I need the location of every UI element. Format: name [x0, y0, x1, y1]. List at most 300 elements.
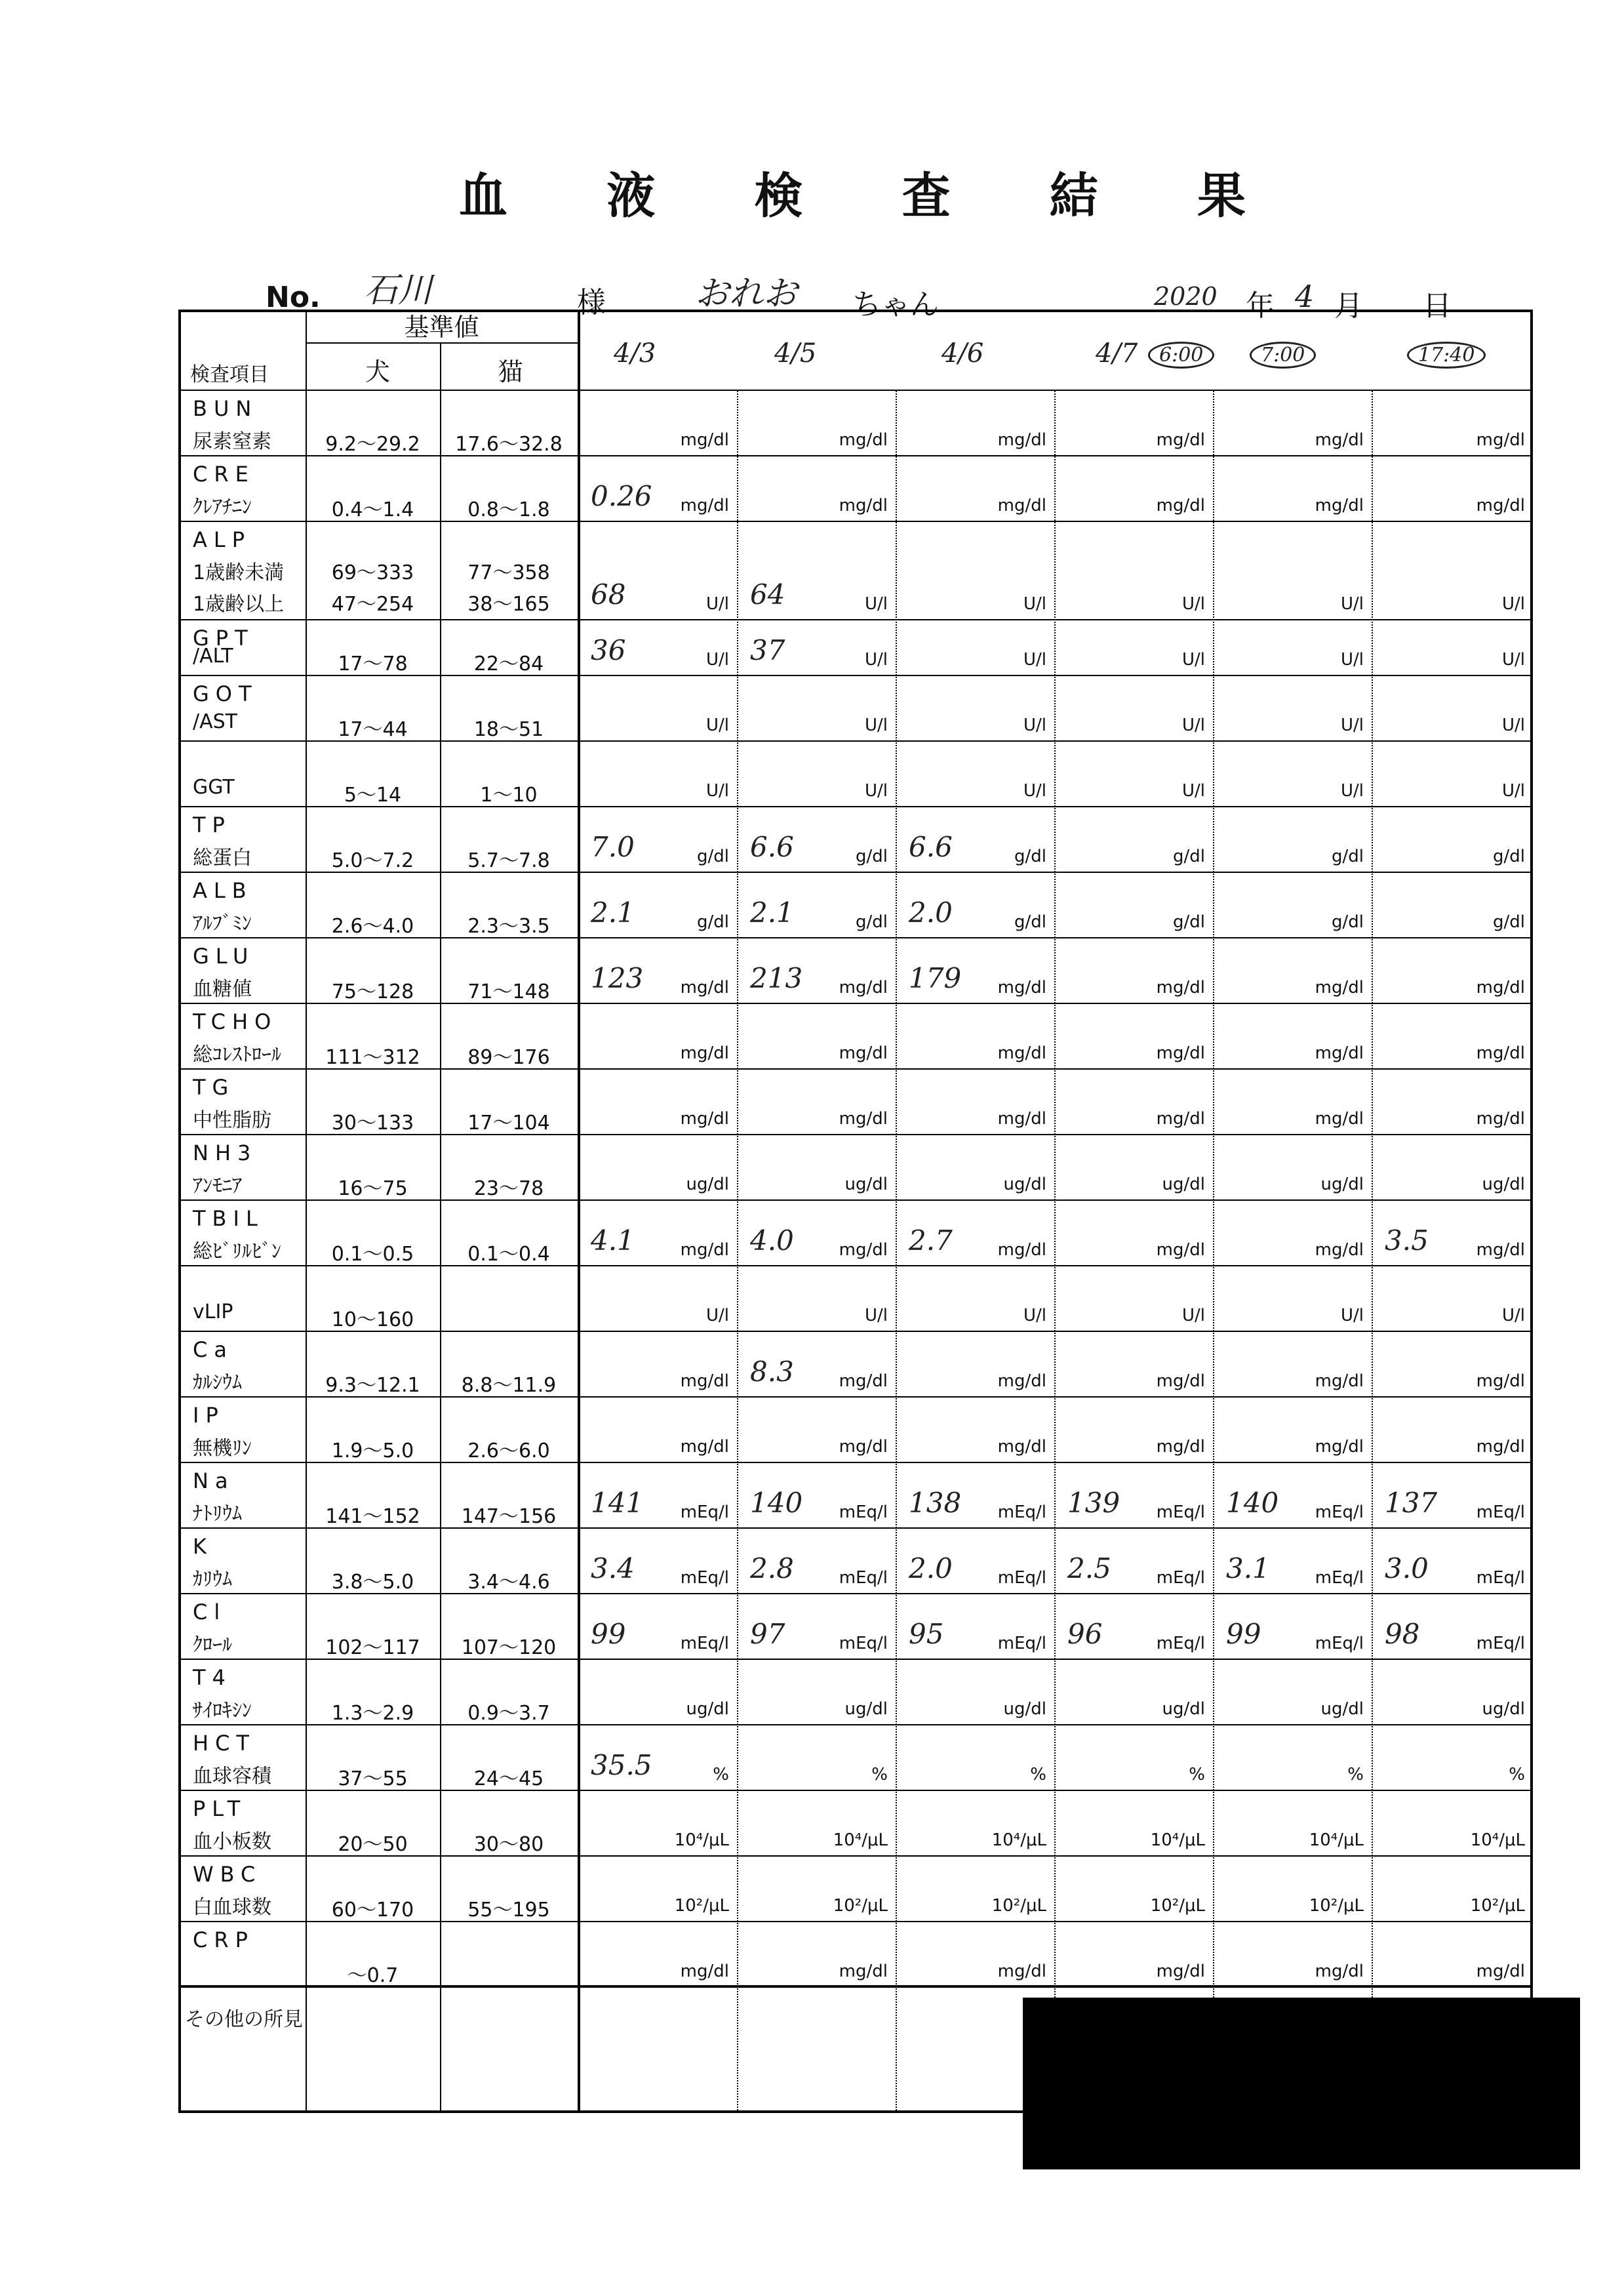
- item-code: GOT: [193, 681, 258, 706]
- table-row: [181, 1922, 1530, 1988]
- unit-label: U/l: [1340, 650, 1364, 670]
- result-value: 2.0: [909, 896, 953, 929]
- time-col-4-circle: 6:00: [1148, 342, 1214, 369]
- unit-label: 10⁴/μL: [833, 1830, 888, 1850]
- unit-label: mEq/l: [1156, 1502, 1205, 1522]
- item-name: 血糖値: [193, 978, 252, 1001]
- result-value: 140: [750, 1487, 803, 1519]
- col-divider: [306, 312, 307, 2110]
- item-code: WBC: [193, 1862, 262, 1887]
- unit-label: mg/dl: [839, 430, 888, 450]
- result-value: 6.6: [750, 831, 794, 863]
- cat-reference: 107〜120: [461, 1636, 557, 1659]
- cat-reference: 8.8〜11.9: [461, 1374, 557, 1397]
- unit-label: g/dl: [1493, 847, 1525, 866]
- unit-label: mg/dl: [1315, 1962, 1364, 1981]
- unit-label: ug/dl: [1320, 1699, 1364, 1719]
- unit-label: mg/dl: [1476, 1109, 1525, 1129]
- result-value: 137: [1385, 1487, 1438, 1519]
- unit-label: U/l: [1340, 781, 1364, 801]
- item-code: TCHO: [193, 1009, 278, 1034]
- result-value: 95: [909, 1618, 944, 1650]
- unit-label: g/dl: [1173, 847, 1205, 866]
- unit-label: mg/dl: [680, 1962, 729, 1981]
- item-name: 尿素窒素: [193, 430, 271, 453]
- item-code: GPT: [193, 626, 254, 651]
- item-code: CRE: [193, 462, 255, 487]
- item-code: PLT: [193, 1796, 247, 1821]
- table-row: [181, 1135, 1530, 1201]
- unit-label: U/l: [1181, 781, 1205, 801]
- unit-label: g/dl: [1173, 912, 1205, 932]
- table-row: [181, 873, 1530, 938]
- table-row: [181, 456, 1530, 522]
- month-label: 月: [1334, 289, 1363, 323]
- unit-label: U/l: [1181, 715, 1205, 735]
- unit-label: mg/dl: [1156, 1437, 1205, 1457]
- cat-reference: 24〜45: [473, 1767, 544, 1790]
- item-name: 総ﾋﾞﾘﾙﾋﾞﾝ: [193, 1240, 281, 1263]
- result-value: 2.0: [909, 1552, 953, 1584]
- unit-label: U/l: [864, 1306, 888, 1325]
- unit-label: 10²/μL: [991, 1896, 1046, 1916]
- cat-reference: 2.3〜3.5: [467, 915, 550, 938]
- unit-label: %: [1030, 1765, 1046, 1784]
- item-name: ｱﾙﾌﾞﾐﾝ: [193, 912, 252, 935]
- result-value: 3.4: [591, 1552, 635, 1584]
- item-name: ｻｲﾛｷｼﾝ: [193, 1699, 252, 1722]
- unit-label: g/dl: [1493, 912, 1525, 932]
- unit-label: U/l: [1501, 594, 1525, 614]
- item-name: 無機ﾘﾝ: [193, 1437, 252, 1460]
- table-row: [181, 1070, 1530, 1135]
- unit-label: mEq/l: [997, 1568, 1046, 1588]
- result-value: 4.1: [591, 1224, 635, 1257]
- unit-label: mEq/l: [1315, 1634, 1364, 1653]
- unit-label: mg/dl: [680, 978, 729, 997]
- unit-label: mg/dl: [680, 496, 729, 515]
- unit-label: mg/dl: [680, 1240, 729, 1260]
- result-value: 96: [1067, 1618, 1103, 1650]
- dog-reference: 30〜133: [331, 1112, 414, 1135]
- item-name: vLIP: [193, 1300, 233, 1323]
- patient-surname: 石川: [364, 271, 433, 310]
- item-name: /ALT: [193, 645, 233, 668]
- item-name: 血小板数: [193, 1830, 271, 1853]
- result-value: 99: [591, 1618, 626, 1650]
- table-row: [181, 1201, 1530, 1266]
- table-row: [181, 1398, 1530, 1463]
- unit-label: mEq/l: [680, 1568, 729, 1588]
- unit-label: mg/dl: [1156, 1371, 1205, 1391]
- unit-label: mEq/l: [680, 1502, 729, 1522]
- title-char: 血: [459, 168, 507, 224]
- col-divider: [896, 391, 897, 2110]
- cat-reference: 22〜84: [473, 653, 544, 675]
- unit-label: mg/dl: [997, 978, 1046, 997]
- item-name: 総蛋白: [193, 847, 252, 870]
- dog-reference: 0.4〜1.4: [331, 498, 414, 521]
- cat-reference: 18〜51: [473, 718, 544, 741]
- item-code: Na: [193, 1468, 235, 1493]
- unit-label: g/dl: [1332, 912, 1364, 932]
- unit-label: mEq/l: [1476, 1634, 1525, 1653]
- table-row: [181, 676, 1530, 742]
- unit-label: mg/dl: [1156, 430, 1205, 450]
- result-value: 8.3: [750, 1356, 794, 1388]
- result-value: 2.1: [750, 896, 794, 929]
- item-name: ﾅﾄﾘｳﾑ: [193, 1502, 242, 1525]
- unit-label: mEq/l: [1476, 1502, 1525, 1522]
- unit-label: mg/dl: [1476, 1043, 1525, 1063]
- result-value: 139: [1067, 1487, 1120, 1519]
- cat-reference: 5.7〜7.8: [467, 849, 550, 872]
- unit-label: mg/dl: [839, 1371, 888, 1391]
- item-name: ｸﾚｱﾁﾆﾝ: [193, 496, 252, 519]
- unit-label: mg/dl: [997, 1240, 1046, 1260]
- unit-label: mg/dl: [839, 1109, 888, 1129]
- unit-label: mg/dl: [839, 1043, 888, 1063]
- title-char: 検: [754, 168, 803, 224]
- unit-label: ug/dl: [1482, 1699, 1525, 1719]
- result-value: 140: [1226, 1487, 1279, 1519]
- dog-reference: 5.0〜7.2: [331, 849, 414, 872]
- unit-label: mg/dl: [680, 1437, 729, 1457]
- dog-reference: 10〜160: [331, 1308, 414, 1331]
- date-col-4: 4/7: [1096, 338, 1138, 369]
- result-value: 7.0: [591, 831, 635, 863]
- table-row: [181, 1725, 1530, 1791]
- unit-label: mEq/l: [839, 1634, 888, 1653]
- cat-reference: 1〜10: [480, 784, 538, 807]
- unit-label: U/l: [1501, 781, 1525, 801]
- result-value: 64: [750, 578, 785, 611]
- dog-reference: 2.6〜4.0: [331, 915, 414, 938]
- result-value: 4.0: [750, 1224, 794, 1257]
- unit-label: mEq/l: [997, 1634, 1046, 1653]
- unit-label: U/l: [1340, 594, 1364, 614]
- unit-label: mg/dl: [1315, 978, 1364, 997]
- time-col-6: [1407, 342, 1486, 369]
- unit-label: mg/dl: [1476, 1962, 1525, 1981]
- unit-label: mg/dl: [1156, 1962, 1205, 1981]
- item-code: TBIL: [193, 1206, 264, 1231]
- unit-label: g/dl: [1014, 847, 1046, 866]
- item-code: T4: [193, 1665, 232, 1690]
- table-row: [181, 1594, 1530, 1660]
- month-value: 4: [1295, 279, 1315, 314]
- table-row: [181, 1266, 1530, 1332]
- unit-label: mg/dl: [1156, 1109, 1205, 1129]
- year-value: 2020: [1154, 282, 1218, 311]
- unit-label: mEq/l: [1315, 1502, 1364, 1522]
- table-row: [181, 1463, 1530, 1529]
- item-code: K: [193, 1534, 213, 1559]
- table-row: [181, 1332, 1530, 1398]
- result-value: 213: [750, 962, 803, 994]
- time-col-5: [1250, 342, 1316, 369]
- dog-reference: 1.3〜2.9: [331, 1702, 414, 1725]
- col-divider: [737, 391, 738, 2110]
- item-name: ｱﾝﾓﾆｱ: [193, 1175, 242, 1198]
- result-value: 2.5: [1067, 1552, 1111, 1584]
- table-row: [181, 1004, 1530, 1070]
- dog-reference: 3.8〜5.0: [331, 1571, 414, 1594]
- unit-label: mg/dl: [997, 1962, 1046, 1981]
- title-char: 査: [901, 168, 951, 224]
- unit-label: 10²/μL: [833, 1896, 888, 1916]
- unit-label: ug/dl: [1003, 1175, 1046, 1194]
- unit-label: mg/dl: [1156, 1043, 1205, 1063]
- item-code: Cl: [193, 1600, 227, 1624]
- unit-label: mg/dl: [997, 430, 1046, 450]
- unit-label: mEq/l: [1156, 1568, 1205, 1588]
- page-title: [459, 157, 1246, 224]
- time-col-5-circle: 7:00: [1250, 342, 1316, 369]
- dog-reference: 111〜312: [325, 1046, 420, 1069]
- unit-label: U/l: [705, 650, 729, 670]
- result-value: 37: [750, 634, 785, 666]
- cat-reference: 77〜358: [467, 561, 550, 584]
- unit-label: mg/dl: [1315, 1109, 1364, 1129]
- unit-label: U/l: [1181, 1306, 1205, 1325]
- unit-label: 10⁴/μL: [1150, 1830, 1205, 1850]
- cat-reference: 55〜195: [467, 1899, 550, 1922]
- item-name: ｸﾛｰﾙ: [193, 1634, 232, 1657]
- unit-label: g/dl: [856, 847, 888, 866]
- result-value: 2.7: [909, 1224, 953, 1257]
- result-value: 35.5: [591, 1749, 652, 1781]
- unit-label: mEq/l: [1156, 1634, 1205, 1653]
- unit-label: 10²/μL: [1309, 1896, 1364, 1916]
- item-sublabel: 1歳齢以上: [193, 593, 285, 616]
- unit-label: mg/dl: [839, 978, 888, 997]
- result-value: 36: [591, 634, 626, 666]
- unit-label: U/l: [1181, 650, 1205, 670]
- table-header: [181, 312, 1530, 391]
- unit-label: g/dl: [1014, 912, 1046, 932]
- unit-label: U/l: [705, 715, 729, 735]
- unit-label: mg/dl: [680, 1109, 729, 1129]
- dog-reference: 75〜128: [331, 980, 414, 1003]
- unit-label: mg/dl: [680, 1043, 729, 1063]
- dog-reference: 17〜78: [338, 653, 408, 675]
- cat-reference: 0.9〜3.7: [467, 1702, 550, 1725]
- unit-label: ug/dl: [1162, 1699, 1205, 1719]
- col-divider: [1213, 391, 1214, 2110]
- unit-label: U/l: [1501, 715, 1525, 735]
- result-value: 99: [1226, 1618, 1261, 1650]
- cat-reference: 38〜165: [467, 593, 550, 616]
- item-code: HCT: [193, 1731, 256, 1756]
- other-findings-label: その他の所見: [185, 2008, 303, 2031]
- item-code: CRP: [193, 1927, 254, 1952]
- table-row: [181, 938, 1530, 1004]
- unit-label: mg/dl: [1315, 1240, 1364, 1260]
- unit-label: mg/dl: [1476, 496, 1525, 515]
- dog-header: 犬: [365, 357, 390, 386]
- col-divider: [1054, 391, 1056, 2110]
- dog-reference: 17〜44: [338, 718, 408, 741]
- unit-label: mg/dl: [997, 1437, 1046, 1457]
- unit-label: mg/dl: [1156, 978, 1205, 997]
- unit-label: U/l: [864, 650, 888, 670]
- dog-reference: 9.3〜12.1: [325, 1374, 420, 1397]
- result-value: 6.6: [909, 831, 953, 863]
- result-value: 68: [591, 578, 626, 611]
- table-row: [181, 807, 1530, 873]
- dog-reference: 16〜75: [338, 1177, 408, 1200]
- dog-reference: 69〜333: [331, 561, 414, 584]
- title-char: 結: [1049, 168, 1098, 224]
- unit-label: U/l: [1023, 1306, 1046, 1325]
- table-row: [181, 1857, 1530, 1922]
- unit-label: U/l: [1181, 594, 1205, 614]
- dog-reference: 1.9〜5.0: [331, 1440, 414, 1462]
- unit-label: mg/dl: [1476, 978, 1525, 997]
- item-name: 血球容積: [193, 1765, 271, 1788]
- unit-label: ug/dl: [844, 1175, 888, 1194]
- dog-reference: 5〜14: [344, 784, 402, 807]
- col-divider: [440, 344, 441, 2110]
- item-name: /AST: [193, 710, 237, 733]
- dog-reference: 9.2〜29.2: [325, 433, 420, 456]
- cat-reference: 30〜80: [473, 1833, 544, 1856]
- table-row: [181, 391, 1530, 456]
- table-row: [181, 1660, 1530, 1725]
- result-value: 0.26: [591, 480, 652, 512]
- unit-label: mg/dl: [1476, 1240, 1525, 1260]
- item-name: 白血球数: [193, 1896, 271, 1919]
- sama-label: 様: [577, 286, 606, 319]
- unit-label: mg/dl: [1476, 430, 1525, 450]
- unit-label: mg/dl: [1476, 1437, 1525, 1457]
- cat-reference: 0.1〜0.4: [467, 1243, 550, 1266]
- unit-label: mg/dl: [1315, 430, 1364, 450]
- unit-label: ug/dl: [844, 1699, 888, 1719]
- cat-reference: 71〜148: [467, 980, 550, 1003]
- cat-reference: 0.8〜1.8: [467, 498, 550, 521]
- dog-reference: 102〜117: [325, 1636, 420, 1659]
- table-row: [181, 1529, 1530, 1594]
- item-code: ALP: [193, 527, 252, 552]
- unit-label: mg/dl: [680, 1371, 729, 1391]
- unit-label: ug/dl: [1320, 1175, 1364, 1194]
- unit-label: mg/dl: [1315, 1371, 1364, 1391]
- cat-reference: 147〜156: [461, 1505, 557, 1528]
- unit-label: mg/dl: [1315, 1437, 1364, 1457]
- dog-reference: 60〜170: [331, 1899, 414, 1922]
- unit-label: g/dl: [856, 912, 888, 932]
- unit-label: mg/dl: [680, 430, 729, 450]
- cat-reference: 2.6〜6.0: [467, 1440, 550, 1462]
- unit-label: mEq/l: [997, 1502, 1046, 1522]
- date-col-2: 4/5: [774, 338, 817, 369]
- unit-label: mEq/l: [680, 1634, 729, 1653]
- unit-label: U/l: [864, 781, 888, 801]
- item-code: TP: [193, 813, 231, 837]
- unit-label: mg/dl: [997, 1109, 1046, 1129]
- result-value: 97: [750, 1618, 785, 1650]
- result-value: 2.1: [591, 896, 635, 929]
- unit-label: mg/dl: [997, 1371, 1046, 1391]
- unit-label: mEq/l: [1476, 1568, 1525, 1588]
- item-code: ALB: [193, 878, 253, 903]
- pet-name: おれお: [695, 274, 798, 313]
- table-row: [181, 1791, 1530, 1857]
- cat-reference: 17〜104: [467, 1112, 550, 1135]
- unit-label: ug/dl: [1003, 1699, 1046, 1719]
- unit-label: 10⁴/μL: [991, 1830, 1046, 1850]
- unit-label: 10²/μL: [1150, 1896, 1205, 1916]
- unit-label: 10²/μL: [1470, 1896, 1525, 1916]
- unit-label: mEq/l: [1315, 1568, 1364, 1588]
- result-value: 2.8: [750, 1552, 794, 1584]
- no-label: No.: [266, 281, 321, 314]
- year-label: 年: [1246, 289, 1275, 323]
- item-name: ｶﾙｼｳﾑ: [193, 1371, 242, 1394]
- results-table: [178, 310, 1533, 2113]
- unit-label: g/dl: [697, 912, 729, 932]
- dog-reference: 47〜254: [331, 593, 414, 616]
- chan-label: ちゃん: [852, 288, 939, 321]
- unit-label: U/l: [705, 594, 729, 614]
- unit-label: mEq/l: [839, 1568, 888, 1588]
- result-value: 3.0: [1385, 1552, 1429, 1584]
- table-row: [181, 522, 1530, 620]
- unit-label: ug/dl: [1162, 1175, 1205, 1194]
- item-code: NH3: [193, 1140, 258, 1165]
- reference-header: 基準値: [306, 312, 578, 344]
- unit-label: U/l: [1023, 781, 1046, 801]
- dog-reference: 20〜50: [338, 1833, 408, 1856]
- item-sublabel: 1歳齢未満: [193, 561, 285, 584]
- unit-label: U/l: [705, 781, 729, 801]
- unit-label: U/l: [1023, 650, 1046, 670]
- redaction-block: [1023, 1998, 1580, 2169]
- date-col-3: 4/6: [941, 338, 984, 369]
- date-col-1: 4/3: [614, 338, 656, 369]
- unit-label: %: [871, 1765, 888, 1784]
- unit-label: ug/dl: [686, 1175, 729, 1194]
- item-code: GLU: [193, 944, 255, 969]
- dog-reference: 37〜55: [338, 1767, 408, 1790]
- unit-label: U/l: [864, 715, 888, 735]
- table-row: [181, 620, 1530, 676]
- unit-label: mg/dl: [839, 1962, 888, 1981]
- unit-label: ug/dl: [686, 1699, 729, 1719]
- cat-header: 猫: [498, 357, 523, 386]
- time-col-6-circle: 17:40: [1407, 342, 1486, 369]
- item-code: IP: [193, 1403, 225, 1428]
- unit-label: U/l: [1023, 594, 1046, 614]
- unit-label: U/l: [1023, 715, 1046, 735]
- unit-label: %: [1509, 1765, 1525, 1784]
- unit-label: mg/dl: [839, 496, 888, 515]
- item-name: 総ｺﾚｽﾄﾛｰﾙ: [193, 1043, 281, 1066]
- item-name: ｶﾘｳﾑ: [193, 1568, 232, 1591]
- unit-label: 10²/μL: [674, 1896, 729, 1916]
- cat-reference: 17.6〜32.8: [455, 433, 563, 456]
- unit-label: mg/dl: [1315, 496, 1364, 515]
- title-char: 液: [606, 168, 656, 224]
- unit-label: mg/dl: [839, 1240, 888, 1260]
- unit-label: 10⁴/μL: [1470, 1830, 1525, 1850]
- time-col-4: [1148, 342, 1214, 369]
- item-code: Ca: [193, 1337, 233, 1362]
- unit-label: U/l: [864, 594, 888, 614]
- col-divider: [1372, 391, 1373, 2110]
